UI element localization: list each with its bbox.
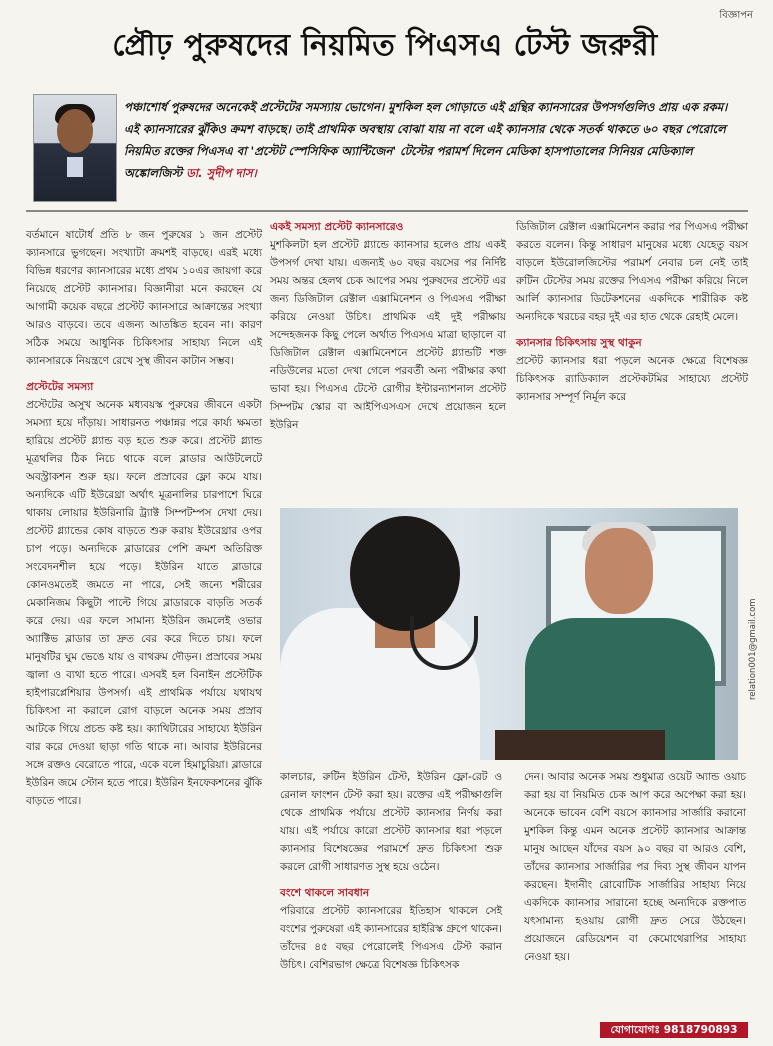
doctor-photo: [33, 94, 117, 202]
col2b-para2: পরিবারে প্রস্টেট ক্যানসারের ইতিহাস থাকলে সেই বংশের পুরুষেরা এই ক্যানসারের হাইরিস্ক গ্রুপে থাকেন। তাঁদের ৪৫ বছর পেরোলেই পিএসএ টেস্ট করান উচিৎ। বেশিরভাগ ক্ষেত্রে বিশেষজ্ঞ চিকিৎসক: [280, 905, 502, 971]
col2-heading: একই সমস্যা প্রস্টেট ক্যানসারেও: [270, 221, 404, 233]
column-2: [270, 218, 506, 434]
column-3-bottom: [524, 768, 746, 966]
column-3: [516, 218, 748, 406]
column-2-bottom: [280, 768, 502, 974]
headline: প্রৌঢ় পুরুষদের নিয়মিত পিএসএ টেস্ট জরুরী: [112, 28, 658, 63]
col2b-para: কালচার, রুটিন ইউরিন টেস্ট, ইউরিন ফ্লো-রেট ও রেনাল ফাংশন টেস্ট করা হয়। রক্তের এই পরীক্ষাগুলি থেকে প্রাথমিক পর্যায়ে প্রস্টেট ক্যানসার নির্ণয় করা যায়। এই পর্যায়ে কারো প্রস্টেট ক্যানসার ধরা পড়লে ক্যানসার বিশেষজ্ঞের পরামর্শে দ্রুত চিকিৎসা শুরু করলে রোগী সাধারণত সুস্থ হয়ে ওঠেন।: [280, 771, 502, 873]
doctor-patient-photo: [280, 508, 738, 760]
col1-para1: বর্তমানে ষাটোর্ধ প্রতি ৮ জন পুরুষের ১ জন প্রস্টেট ক্যানসারে ভুগছেন। সংখ্যাটা ক্রমশই বাড়ছে। এরই মধ্যে বিভিন্ন ধরণের ক্যানসারের মধ্যে প্রথম ১০এর জায়গা করে নিয়েছে প্রস্টেট ক্যানসার। বিজ্ঞানীরা মনে করছেন যে আগামী কয়েক বছরে প্রস্টেট ক্যানসারে আক্রান্তের সংখ্যা আরও বাড়বে। তবে এজন্য আতঙ্কিত হবেন না। কারণ সঠিক সময়ে আধুনিক চিকিৎসার সাহায্য নিলে এই ক্যানসারকে নিয়ন্ত্রণে রেখে সুস্থ জীবন কাটান সম্ভব।: [26, 229, 262, 367]
contact-number: যোগাযোগঃ 9818790893: [600, 1022, 748, 1038]
col3-para2: প্রস্টেট ক্যানসার ধরা পড়লে অনেক ক্ষেত্রে বিশেষজ্ঞ চিকিৎসক র‍্যাডিক্যাল প্রস্টেকটমির সাহায্যে প্রস্টেট ক্যানসার সম্পূর্ণ নির্মূল করে: [516, 355, 748, 403]
col3-para1: ডিজিটাল রেক্টাল এক্সামিনেশন করার পর পিএসএ পরীক্ষা করতে বলেন। কিন্তু সাধারণ মানুষের মধ্যে যেহেতু বয়স বাড়লে ইউরোলজিস্টের পরামর্শ নেবার চল নেই তাই রুটিন টেস্টের সময় রক্তের পিএসএ পরীক্ষা করিয়ে নিলে আর্লি ক্যানসার ডিটেকশনের একদিকে শারীরিক কষ্ট অন্যদিকে খরচের বহর দুই এর হাত থেকে রেহাই মেলে।: [516, 221, 748, 323]
photo-credit: relation001@gmail.com: [748, 598, 758, 700]
col3b-para: দেন। আবার অনেক সময় শুধুমাত্র ওয়েট অ্যান্ড ওয়াচ করা হয় বা নিয়মিত চেক আপ করে অপেক্ষা করা হয়। অনেকে ভাবেন বেশি বয়সে ক্যানসার সার্জারি করানো মুশকিল কিন্তু এমন অনেক প্রস্টেট ক্যানসার আক্রান্ত মানুষ আছেন যাঁদের বয়স ৯০ বছর বা আরও বেশি, তাঁদের ক্যানসার সার্জারির পর দিব্য সুস্থ জীবন যাপন করছেন। ইদানীং রোবোটিক সার্জারির সাহায্য নিয়ে একদিকে ক্যানসার সারানো হচ্ছে অন্যদিকে রক্তপাত যৎসামান্য হওয়ায় রোগী দ্রুত সেরে উঠছেন। প্রয়োজনে রেডিয়েশন বা কেমোথেরাপির সাহায্য নেওয়া হয়।: [524, 771, 746, 963]
col1-heading: প্রস্টেটের সমস্যা: [26, 381, 94, 393]
column-1: [26, 226, 262, 810]
doctor-name: ডা. সুদীপ দাস।: [186, 166, 257, 180]
col2b-heading: বংশে থাকলে সাবধান: [280, 887, 370, 899]
divider: [26, 210, 748, 212]
intro-text: পঞ্চাশোর্ধ পুরুষদের অনেকেই প্রস্টেটের সমস্যায় ভোগেন। মুশকিল হল গোড়াতে এই গ্রন্থির ক্যানসারের উপসর্গগুলিও প্রায় এক রকম। এই ক্যানসারের ঝুঁকিও ক্রমশ বাড়ছে। তাই প্রাথমিক অবস্থায় বোঝা যায় না বলে এই ক্যানসার থেকে সতর্ক থাকতে ৬০ বছর পেরোলে নিয়মিত রক্তের পিএসএ বা 'প্রস্টেট স্পেসিফিক অ্যান্টিজেন' টেস্টের পরামর্শ দিলেন মেডিকা হাসপাতালের সিনিয়র মেডিক্যাল অঙ্কোলজিস্ট: [124, 100, 728, 180]
col3-heading: ক্যানসার চিকিৎসায় সুস্থ থাকুন: [516, 337, 642, 349]
intro: [124, 96, 734, 184]
section-tag: বিজ্ঞাপন: [719, 10, 753, 21]
col2-para: মুশকিলটা হল প্রস্টেট গ্ল্যান্ডে ক্যানসার হলেও প্রায় একই উপসর্গ দেখা যায়। এজন্যই ৬০ বছর বয়সের পর নির্দিষ্ট সময় অন্তর হেলথ চেক আপের সময় পুরুষদের প্রস্টেট এর জন্য ডিজিটাল রেক্টাল এক্সামিনেশন ও পিএসএ পরীক্ষা করিয়ে নেওয়া উচিৎ। প্রাথমিক এই দুই পরীক্ষায় সন্দেহজনক কিছু পেলে অর্থাত পিএসএ মাত্রা ছাড়ালে বা ডিজিটাল রেক্টাল এক্সামিনেশনে প্রস্টেট গ্ল্যান্ডটি শক্ত নডিউলের মতো দেখা গেলে পরবর্তী অন্য পরীক্ষার কথা ভাবা হয়। পিএসএ টেস্টে রোগীর ইন্টারন্যাশনাল প্রস্টেট সিম্পটম স্কোর বা আইপিএসএস দেখে প্রয়োজন হলে ইউরিন: [270, 239, 506, 431]
col1-para2: প্রস্টেটের অসুখ অনেক মধ্যবয়স্ক পুরুষের জীবনে একটা সমস্যা হয়ে দাঁড়ায়। সাধারনত পঞ্চান্নর পরে কার্য্য ক্ষমতা হারিয়ে প্রস্টেট গ্ল্যান্ড বড় হতে শুরু করে। প্রস্টেট গ্ল্যান্ড মূত্রথলির ঠিক নিচে থাকে বলে ব্লাডার আউটলেটে অবস্ট্রাকশন শুরু হয়। ফলে প্রস্রাবের ফ্লো কমে যায়। অন্যদিকে এটি ইউরেথ্রা অর্থাৎ মূত্রনালির চারপাশে ঘিরে থাকায় লোয়ার ইউরিনারি ট্র্যাক্ট সিম্পটম্পস দেখা দেয়। প্রস্টেট গ্ল্যান্ডের কোষ বাড়তে শুরু করায় ইউরেথ্রার ওপর চাপ পড়ে। অন্যদিকে ব্লাডারের পেশি ক্রমশ অতিরিক্ত সংবেদনশীল হয়ে পড়ে। ইউরিন যাতে ব্লাডারে কোনওমতেই জমতে না পারে, সেই জন্যে শরীরের মেকানিজম কিছুটা পাল্টে গিয়ে ব্লাডারকে বাড়তি সতর্ক করে দেয়। এর ফলে সামান্য ইউরিন জমলেই ওভার অ্যাক্টিভ ব্লাডার তা দ্রুত বের করে দিতে চায়। ফলে মানুষটির ঘুম ভেঙে যায় ও বাথরুম দৌড়ন। প্রস্রাবের সময় জ্বালা ও ব্যথা হতে পারে। এসবই হল বিনাইন প্রস্টেটিক হাইপারপ্লেশিয়ার উপসর্গ। এই প্রাথমিক পর্যায়ে যথাযথ চিকিৎসা না করালে রোগ বাড়লে অনেক সময় প্রস্রাব আটকে গিয়ে প্রচন্ড কষ্ট হয়। ক্যাথিটারের সাহায্যে ইউরিন বার করে দেওয়া ছাড়া গতি থাকে না। আবার ইউরিনের সঙ্গে রক্তও বেরোতে পারে, একে বলে হিমাচুরিয়া। ব্লাডারে ইউরিন জমে স্টোন হতে পারে। ইউরিন ইনফেকশনের ঝুঁকি বাড়তে পারে।: [26, 399, 262, 807]
